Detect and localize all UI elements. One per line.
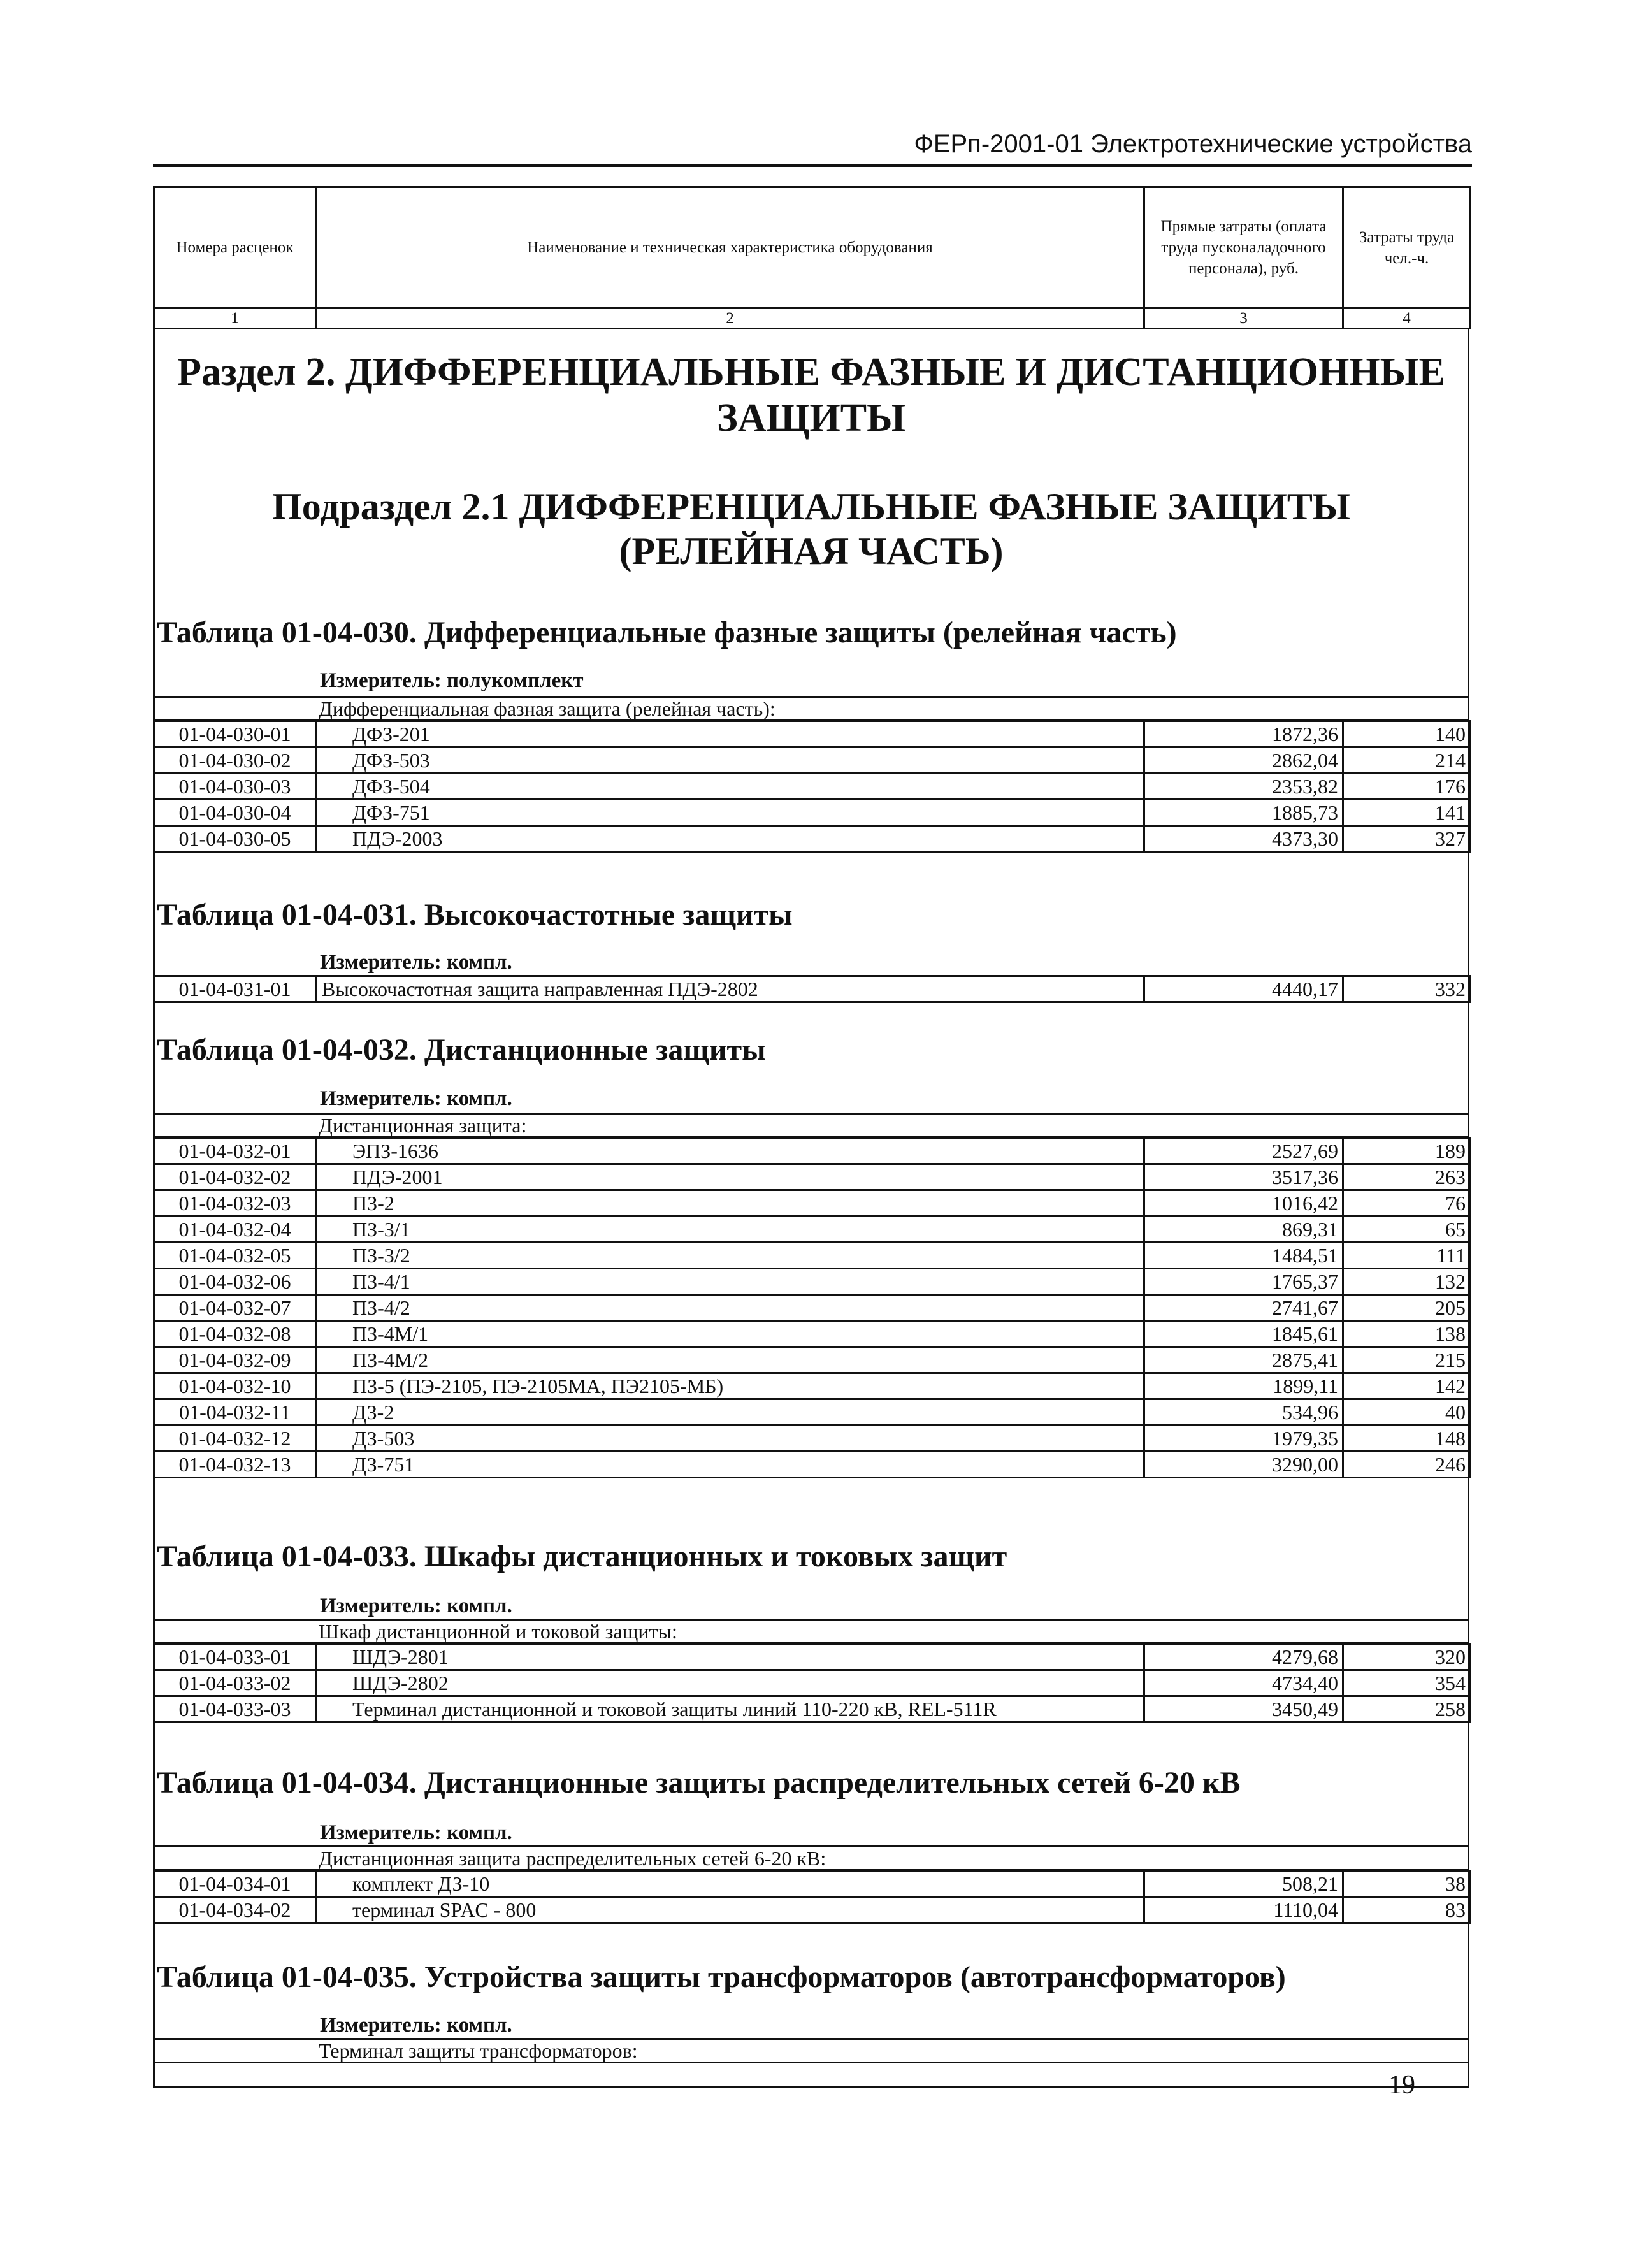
item-name: ПДЭ-2001 (316, 1164, 1144, 1190)
table-033-group (153, 1619, 1469, 1644)
labor-cost: 148 (1343, 1426, 1471, 1452)
page-number: 19 (1388, 2070, 1415, 2100)
header-num-4: 4 (1343, 308, 1471, 329)
labor-cost: 141 (1343, 800, 1471, 826)
item-name: ШДЭ-2801 (316, 1644, 1144, 1670)
table-row (154, 1696, 1471, 1723)
item-name: Высокочастотная защита направленная ПДЭ-2802 (316, 976, 1144, 1002)
table-032-group-label: Дистанционная защита: (319, 1114, 527, 1137)
table-row (154, 1321, 1471, 1347)
direct-cost: 4279,68 (1144, 1644, 1343, 1670)
table-034-group (153, 1845, 1469, 1871)
table-030-group (153, 696, 1469, 721)
labor-cost: 263 (1343, 1164, 1471, 1190)
column-header-table (153, 186, 1471, 329)
direct-cost: 1979,35 (1144, 1426, 1343, 1452)
table-row (154, 748, 1471, 774)
table-035-group-label: Терминал защиты трансформаторов: (319, 2039, 638, 2062)
rate-code: 01-04-030-05 (154, 826, 316, 852)
direct-cost: 3450,49 (1144, 1696, 1343, 1723)
item-name: ПЗ-3/2 (316, 1243, 1144, 1269)
table-031-meter: Измеритель: компл. (320, 951, 512, 974)
rate-code: 01-04-031-01 (154, 976, 316, 1002)
direct-cost: 1899,11 (1144, 1373, 1343, 1399)
rate-code: 01-04-032-11 (154, 1399, 316, 1426)
direct-cost: 1765,37 (1144, 1269, 1343, 1295)
table-row (154, 1217, 1471, 1243)
item-name: ДФЗ-751 (316, 800, 1144, 826)
labor-cost: 214 (1343, 748, 1471, 774)
item-name: ДФЗ-503 (316, 748, 1144, 774)
table-035-title: Таблица 01-04-035. Устройства защиты трансформаторов (автотрансформаторов) (157, 1960, 1286, 1994)
labor-cost: 65 (1343, 1217, 1471, 1243)
rate-code: 01-04-030-01 (154, 721, 316, 748)
table-033-title: Таблица 01-04-033. Шкафы дистанционных и токовых защит (157, 1540, 1007, 1573)
table-032-group (153, 1113, 1469, 1138)
table-row (154, 1399, 1471, 1426)
direct-cost: 2527,69 (1144, 1138, 1343, 1164)
table-034-meter: Измеритель: компл. (320, 1821, 512, 1844)
direct-cost: 4440,17 (1144, 976, 1343, 1002)
item-name: комплект ДЗ-10 (316, 1871, 1144, 1897)
direct-cost: 1110,04 (1144, 1897, 1343, 1923)
direct-cost: 2353,82 (1144, 774, 1343, 800)
rate-code: 01-04-032-03 (154, 1190, 316, 1217)
rate-code: 01-04-033-03 (154, 1696, 316, 1723)
table-row (154, 1190, 1471, 1217)
labor-cost: 320 (1343, 1644, 1471, 1670)
header-direct-costs: Прямые затраты (оплата труда пусконаладочного персонала), руб. (1144, 187, 1343, 308)
rate-code: 01-04-032-12 (154, 1426, 316, 1452)
labor-cost: 176 (1343, 774, 1471, 800)
labor-cost: 138 (1343, 1321, 1471, 1347)
labor-cost: 258 (1343, 1696, 1471, 1723)
section-title: Раздел 2. ДИФФЕРЕНЦИАЛЬНЫЕ ФАЗНЫЕ И ДИСТАНЦИОННЫЕ ЗАЩИТЫ (177, 350, 1445, 440)
table-row (154, 1897, 1471, 1923)
direct-cost: 3517,36 (1144, 1164, 1343, 1190)
direct-cost: 534,96 (1144, 1399, 1343, 1426)
direct-cost: 508,21 (1144, 1871, 1343, 1897)
item-name: ДЗ-751 (316, 1452, 1144, 1478)
labor-cost: 205 (1343, 1295, 1471, 1321)
rate-code: 01-04-032-07 (154, 1295, 316, 1321)
rate-code: 01-04-030-03 (154, 774, 316, 800)
item-name: Терминал дистанционной и токовой защиты линий 110-220 кВ, REL-511R (316, 1696, 1144, 1723)
header-codes: Номера расценок (154, 187, 316, 308)
rate-code: 01-04-032-05 (154, 1243, 316, 1269)
rate-code: 01-04-033-01 (154, 1644, 316, 1670)
labor-cost: 332 (1343, 976, 1471, 1002)
direct-cost: 3290,00 (1144, 1452, 1343, 1478)
labor-cost: 40 (1343, 1399, 1471, 1426)
item-name: ПЗ-5 (ПЭ-2105, ПЭ-2105МА, ПЭ2105-МБ) (316, 1373, 1144, 1399)
rate-code: 01-04-030-02 (154, 748, 316, 774)
header-num-1: 1 (154, 308, 316, 329)
direct-cost: 4373,30 (1144, 826, 1343, 852)
labor-cost: 83 (1343, 1897, 1471, 1923)
direct-cost: 1016,42 (1144, 1190, 1343, 1217)
rate-code: 01-04-034-01 (154, 1871, 316, 1897)
rate-code: 01-04-032-09 (154, 1347, 316, 1373)
item-name: ПЗ-4/2 (316, 1295, 1144, 1321)
item-name: ШДЭ-2802 (316, 1670, 1144, 1696)
item-name: ДФЗ-504 (316, 774, 1144, 800)
table-row (154, 1452, 1471, 1478)
labor-cost: 38 (1343, 1871, 1471, 1897)
direct-cost: 1872,36 (1144, 721, 1343, 748)
rate-code: 01-04-032-13 (154, 1452, 316, 1478)
labor-cost: 215 (1343, 1347, 1471, 1373)
table-row (154, 1138, 1471, 1164)
item-name: ПЗ-2 (316, 1190, 1144, 1217)
direct-cost: 2741,67 (1144, 1295, 1343, 1321)
table-row (154, 1670, 1471, 1696)
table-034-group-label: Дистанционная защита распределительных сетей 6-20 кВ: (319, 1847, 826, 1870)
table-032 (153, 1137, 1471, 1478)
table-031 (153, 975, 1471, 1003)
rate-code: 01-04-032-04 (154, 1217, 316, 1243)
direct-cost: 1885,73 (1144, 800, 1343, 826)
table-033-group-label: Шкаф дистанционной и токовой защиты: (319, 1620, 677, 1643)
rate-code: 01-04-032-10 (154, 1373, 316, 1399)
table-row (154, 1426, 1471, 1452)
header-num-2: 2 (316, 308, 1144, 329)
direct-cost: 2862,04 (1144, 748, 1343, 774)
table-row (154, 800, 1471, 826)
table-030-meter: Измеритель: полукомплект (320, 669, 584, 692)
table-row (154, 826, 1471, 852)
table-032-meter: Измеритель: компл. (320, 1087, 512, 1110)
table-034 (153, 1870, 1471, 1924)
labor-cost: 354 (1343, 1670, 1471, 1696)
labor-cost: 189 (1343, 1138, 1471, 1164)
rate-code: 01-04-032-02 (154, 1164, 316, 1190)
item-name: ПДЭ-2003 (316, 826, 1144, 852)
labor-cost: 140 (1343, 721, 1471, 748)
table-row (154, 1871, 1471, 1897)
direct-cost: 1845,61 (1144, 1321, 1343, 1347)
table-031-title: Таблица 01-04-031. Высокочастотные защиты (157, 898, 793, 932)
table-row (154, 1295, 1471, 1321)
header-name: Наименование и техническая характеристика оборудования (316, 187, 1144, 308)
table-032-title: Таблица 01-04-032. Дистанционные защиты (157, 1033, 766, 1067)
table-row (154, 721, 1471, 748)
direct-cost: 1484,51 (1144, 1243, 1343, 1269)
running-head: ФЕРп-2001-01 Электротехнические устройства (153, 125, 1472, 167)
subsection-title: Подраздел 2.1 ДИФФЕРЕНЦИАЛЬНЫЕ ФАЗНЫЕ ЗАЩИТЫ (РЕЛЕЙНАЯ ЧАСТЬ) (272, 486, 1350, 572)
item-name: ПЗ-4М/2 (316, 1347, 1144, 1373)
labor-cost: 327 (1343, 826, 1471, 852)
table-row (154, 1644, 1471, 1670)
table-row (154, 976, 1471, 1002)
table-030-group-label: Дифференциальная фазная защита (релейная часть): (319, 697, 775, 720)
table-row (154, 1243, 1471, 1269)
item-name: ДЗ-503 (316, 1426, 1144, 1452)
table-033-meter: Измеритель: компл. (320, 1594, 512, 1617)
table-row (154, 1269, 1471, 1295)
item-name: ПЗ-3/1 (316, 1217, 1144, 1243)
item-name: ЭПЗ-1636 (316, 1138, 1144, 1164)
item-name: ДЗ-2 (316, 1399, 1144, 1426)
item-name: ПЗ-4/1 (316, 1269, 1144, 1295)
labor-cost: 76 (1343, 1190, 1471, 1217)
table-row (154, 1373, 1471, 1399)
table-033 (153, 1643, 1471, 1723)
rate-code: 01-04-032-01 (154, 1138, 316, 1164)
labor-cost: 132 (1343, 1269, 1471, 1295)
labor-cost: 142 (1343, 1373, 1471, 1399)
rate-code: 01-04-034-02 (154, 1897, 316, 1923)
rate-code: 01-04-032-08 (154, 1321, 316, 1347)
table-row (154, 774, 1471, 800)
direct-cost: 4734,40 (1144, 1670, 1343, 1696)
table-034-title: Таблица 01-04-034. Дистанционные защиты распределительных сетей 6-20 кВ (157, 1766, 1241, 1800)
direct-cost: 869,31 (1144, 1217, 1343, 1243)
table-row (154, 1164, 1471, 1190)
header-num-3: 3 (1144, 308, 1343, 329)
rate-code: 01-04-033-02 (154, 1670, 316, 1696)
direct-cost: 2875,41 (1144, 1347, 1343, 1373)
item-name: терминал SPAC - 800 (316, 1897, 1144, 1923)
table-030 (153, 720, 1471, 853)
table-035-group (153, 2038, 1469, 2063)
table-035-meter: Измеритель: компл. (320, 2014, 512, 2037)
labor-cost: 111 (1343, 1243, 1471, 1269)
table-030-title: Таблица 01-04-030. Дифференциальные фазные защиты (релейная часть) (157, 616, 1177, 649)
header-labor: Затраты труда чел.-ч. (1343, 187, 1471, 308)
item-name: ПЗ-4М/1 (316, 1321, 1144, 1347)
item-name: ДФЗ-201 (316, 721, 1144, 748)
rate-code: 01-04-032-06 (154, 1269, 316, 1295)
table-row (154, 1347, 1471, 1373)
labor-cost: 246 (1343, 1452, 1471, 1478)
rate-code: 01-04-030-04 (154, 800, 316, 826)
